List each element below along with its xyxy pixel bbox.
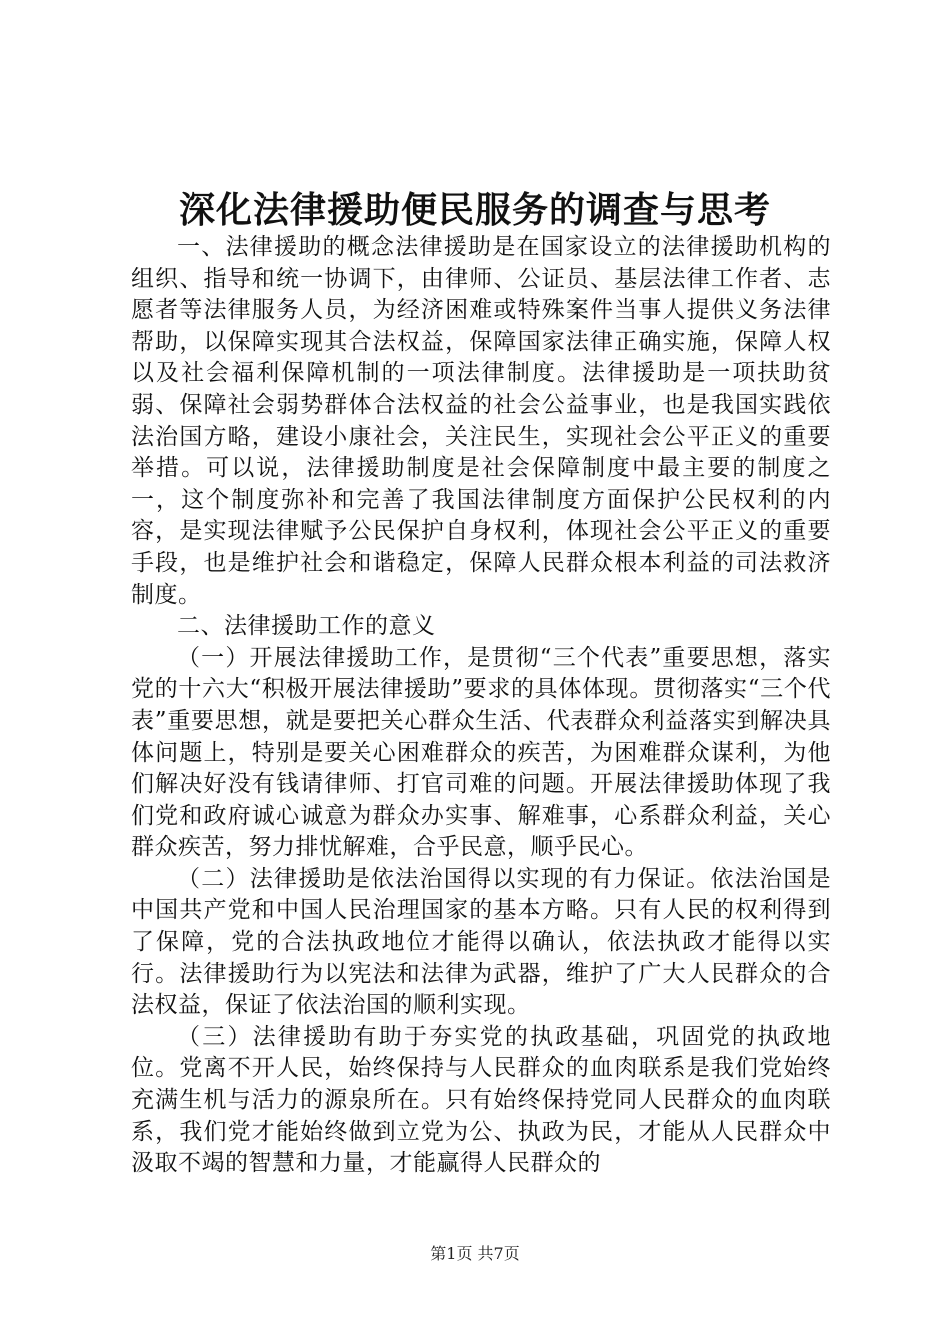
paragraph-point-2: （二）法律援助是依法治国得以实现的有力保证。依法治国是中国共产党和中国人民治理国家的基本方略。只有人民的权利得到了保障，党的合法执政地位才能得以确认，依法执政才能得以实行。法律援助行为以宪法和法律为武器，维护了广大人民群众的合法权益，保证了依法治国的顺利实现。 [131,865,831,1019]
paragraph-point-3: （三）法律援助有助于夯实党的执政基础，巩固党的执政地位。党离不开人民，始终保持与人民群众的血肉联系是我们党始终充满生机与活力的源泉所在。只有始终保持党同人民群众的血肉联系，我们党才能始终做到立党为公、执政为民，才能从人民群众中汲取不竭的智慧和力量，才能赢得人民群众的 [131,1023,831,1177]
paragraph-concept: 一、法律援助的概念法律援助是在国家设立的法律援助机构的组织、指导和统一协调下，由律师、公证员、基层法律工作者、志愿者等法律服务人员，为经济困难或特殊案件当事人提供义务法律帮助，以保障实现其合法权益，保障国家法律正确实施，保障人权以及社会福利保障机制的一项法律制度。法律援助是一项扶助贫弱、保障社会弱势群体合法权益的社会公益事业，也是我国实践依法治国方略，建设小康社会，关注民生，实现社会公平正义的重要举措。可以说，法律援助制度是社会保障制度中最主要的制度之一，这个制度弥补和完善了我国法律制度方面保护公民权利的内容，是实现法律赋予公民保护自身权利，体现社会公平正义的重要手段，也是维护社会和谐稳定，保障人民群众根本利益的司法救济制度。 [131,234,831,608]
page-number-footer: 第1页 共7页 [430,1244,520,1263]
document-body [131,232,831,1180]
section-heading-significance: 二、法律援助工作的意义 [177,613,436,640]
document-title: 深化法律援助便民服务的调查与思考 [178,189,771,231]
paragraph-point-1: （一）开展法律援助工作，是贯彻“三个代表”重要思想，落实党的十六大“积极开展法律援助”要求的具体体现。贯彻落实“三个代表”重要思想，就是要把关心群众生活、代表群众利益落实到解决具体问题上，特别是要关心困难群众的疾苦，为困难群众谋利，为他们解决好没有钱请律师、打官司难的问题。开展法律援助体现了我们党和政府诚心诚意为群众办实事、解难事，心系群众利益，关心群众疾苦，努力排忧解难，合乎民意，顺乎民心。 [131,644,831,861]
